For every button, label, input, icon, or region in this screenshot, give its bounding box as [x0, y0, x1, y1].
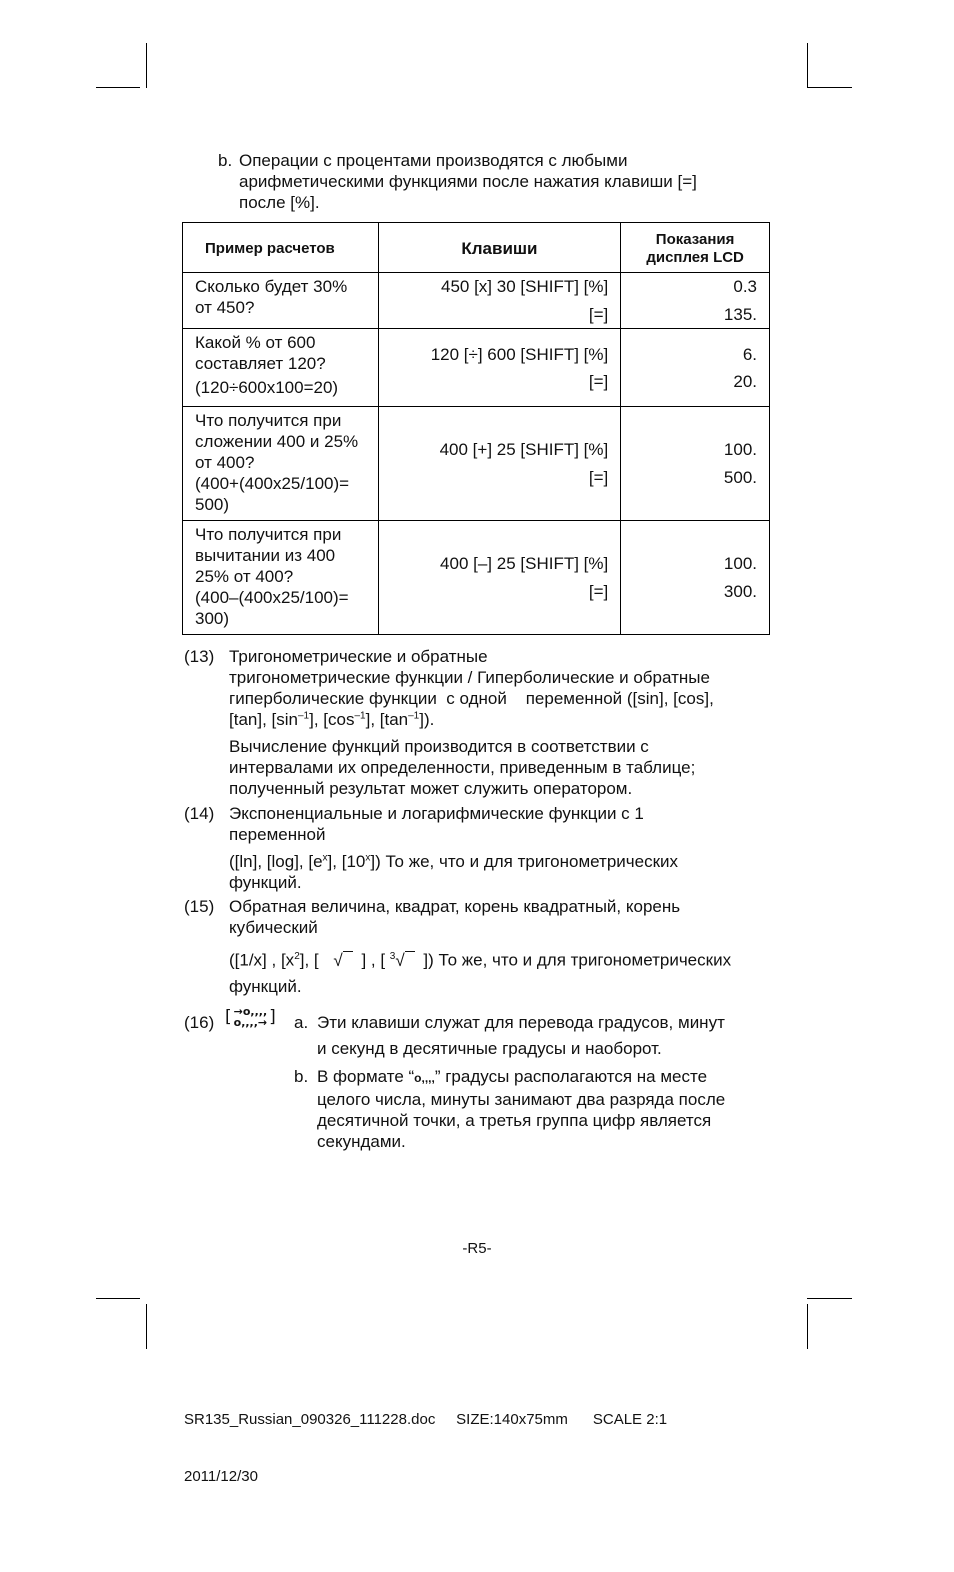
- lcd-value: 100.: [723, 554, 757, 573]
- text-line: полученный результат может служить оператором.: [229, 779, 633, 798]
- dms-symbol: o,,,,: [414, 1071, 435, 1085]
- question-line: Какой % от 600: [195, 333, 316, 352]
- dms-key-icon: [224, 1006, 277, 1028]
- page-number: -R5-: [462, 1240, 492, 1257]
- text-fragment: ] , [: [356, 950, 390, 970]
- text-fragment: ], [10: [327, 852, 366, 871]
- section-13: [184, 646, 774, 799]
- percent-calc-table: [182, 222, 770, 635]
- lcd-value: 20.: [733, 372, 757, 391]
- keys-line: 450 [x] 30 [SHIFT] [%]: [441, 277, 609, 296]
- question-line: Сколько будет 30%: [195, 277, 348, 296]
- superscript: –1: [354, 710, 366, 722]
- header-keys: Клавиши: [378, 223, 621, 273]
- section-number: (15): [184, 897, 215, 916]
- footer-line: 2011/12/30: [184, 1468, 258, 1485]
- text-line: секундами.: [317, 1132, 406, 1151]
- intro-paragraph: [218, 150, 778, 213]
- lcd-value: 500.: [723, 468, 757, 487]
- section-14: [184, 803, 774, 893]
- lcd-value: 135.: [723, 305, 757, 324]
- question-line: 500): [195, 495, 230, 514]
- lcd-value: 6.: [742, 345, 757, 364]
- cube-root-icon: √: [393, 950, 418, 971]
- text-fragment: ], [: [299, 950, 324, 970]
- text-line: функций.: [229, 976, 302, 996]
- superscript: –1: [408, 710, 420, 722]
- text-line: [229, 709, 774, 730]
- intro-line: арифметическими функциями после нажатия клавиши [=]: [239, 172, 697, 191]
- question-line: 300): [195, 609, 230, 628]
- lcd-value: 300.: [723, 582, 757, 601]
- question-line: от 400?: [195, 453, 255, 472]
- text-fragment: В формате “: [317, 1067, 415, 1086]
- crop-mark-top-left-v: [146, 43, 147, 88]
- header-lcd-line: дисплея LCD: [646, 248, 744, 266]
- table-header-row: [183, 223, 770, 273]
- header-example: Пример расчетов: [183, 223, 379, 273]
- question-line: от 450?: [195, 298, 255, 317]
- table-row: [183, 407, 770, 521]
- question-cell: [183, 521, 379, 635]
- keys-cell: [378, 521, 621, 635]
- dms-key-bottom: o,,,,→: [233, 1016, 268, 1029]
- keys-line: 120 [÷] 600 [SHIFT] [%]: [430, 345, 609, 364]
- item-label: b.: [294, 1067, 309, 1086]
- section-15-paragraph-1: [229, 896, 774, 938]
- keys-line: [=]: [588, 582, 609, 601]
- text-line: Эти клавиши служат для перевода градусов, минут: [317, 1013, 725, 1032]
- table-row: [183, 329, 770, 407]
- keys-line: [=]: [588, 372, 609, 391]
- question-line: составляет 120?: [195, 354, 326, 373]
- crop-mark-top-left-h: [96, 87, 140, 88]
- section-15: [184, 896, 774, 997]
- footer-line: SR135_Russian_090326_111228.doc SIZE:140x75mm SCALE 2:1: [184, 1411, 668, 1428]
- text-line: тригонометрические функции / Гиперболические и обратные: [229, 668, 710, 687]
- crop-mark-bottom-right-v: [807, 1304, 808, 1349]
- text-line: [317, 1066, 774, 1089]
- lcd-value: 100.: [723, 440, 757, 459]
- text-line: и секунд в десятичные градусы и наоборот.: [317, 1039, 662, 1058]
- question-line: Что получится при: [195, 411, 342, 430]
- question-line: (400–(400x25/100)=: [195, 588, 349, 607]
- dms-key-layout: [224, 1006, 277, 1028]
- section-number: (16): [184, 1013, 215, 1032]
- text-line: Тригонометрические и обратные: [229, 647, 488, 666]
- section-13-paragraph-1: [229, 646, 774, 730]
- text-line: Обратная величина, квадрат, корень квадратный, корень: [229, 897, 681, 916]
- text-line: целого числа, минуты занимают два разряда после: [317, 1090, 726, 1109]
- section-13-paragraph-2: [229, 736, 774, 799]
- crop-mark-bottom-right-h: [807, 1298, 852, 1299]
- superscript: –1: [297, 710, 310, 722]
- text-fragment: ], [tan: [365, 710, 409, 729]
- lcd-cell: [621, 521, 770, 635]
- text-line: [229, 946, 774, 971]
- header-lcd: [621, 223, 770, 273]
- text-fragment: ([1/x] , [x: [229, 950, 295, 970]
- text-line: [229, 851, 774, 872]
- item-label: a.: [294, 1013, 309, 1032]
- keys-cell: [378, 407, 621, 521]
- lcd-cell: [621, 407, 770, 521]
- section-15-paragraph-2: [229, 946, 774, 997]
- superscript: x: [322, 852, 328, 864]
- text-line: интервалами их определенности, приведенным в таблице;: [229, 758, 696, 777]
- crop-mark-top-right-h: [807, 87, 852, 88]
- section-14-paragraph-2: [229, 851, 774, 893]
- lcd-cell: [621, 329, 770, 407]
- text-fragment: ([ln], [log], [e: [229, 852, 323, 871]
- text-line: Экспоненциальные и логарифмические функции с 1: [229, 804, 644, 823]
- lcd-value: 0.3: [733, 277, 757, 296]
- cube-root-index: 3: [389, 951, 396, 962]
- section-number: (14): [184, 804, 215, 823]
- question-line: вычитании из 400: [195, 546, 336, 565]
- keys-line: [=]: [588, 468, 609, 487]
- dms-key-top: →o,,,,: [233, 1005, 268, 1018]
- superscript: x: [365, 852, 371, 864]
- section-14-paragraph-1: [229, 803, 774, 845]
- section-16-item-a: [294, 1012, 774, 1059]
- question-cell: [183, 407, 379, 521]
- question-line: сложении 400 и 25%: [195, 432, 359, 451]
- question-line: 25% от 400?: [195, 567, 294, 586]
- superscript: 2: [294, 951, 300, 962]
- keys-cell: [378, 273, 621, 329]
- keys-cell: [378, 329, 621, 407]
- lcd-cell: [621, 273, 770, 329]
- table-row: [183, 273, 770, 329]
- bracket: ]: [269, 1006, 276, 1027]
- intro-line: после [%].: [239, 193, 320, 212]
- question-line: Что получится при: [195, 525, 342, 544]
- keys-line: [=]: [588, 305, 609, 324]
- keys-line: 400 [–] 25 [SHIFT] [%]: [440, 554, 609, 573]
- intro-label: b.: [218, 151, 233, 170]
- crop-mark-bottom-left-h: [96, 1298, 140, 1299]
- header-lcd-line: Показания: [655, 230, 735, 248]
- document-footer: [184, 1372, 667, 1505]
- square-root-icon: √: [323, 950, 356, 971]
- table-row: [183, 521, 770, 635]
- text-fragment: ]).: [419, 710, 435, 729]
- question-line: (400+(400x25/100)=: [195, 474, 350, 493]
- text-line: гиперболические функции с одной переменной ([sin], [cos],: [229, 689, 714, 708]
- text-fragment: ]) То же, что и для тригонометрических: [370, 852, 679, 871]
- keys-line: 400 [+] 25 [SHIFT] [%]: [439, 440, 609, 459]
- bracket: [: [225, 1006, 232, 1027]
- section-number: (13): [184, 647, 215, 666]
- crop-mark-bottom-left-v: [146, 1304, 147, 1349]
- text-fragment: ], [cos: [309, 710, 355, 729]
- text-fragment: ]) То же, что и для тригонометрических: [418, 950, 732, 970]
- text-line: кубический: [229, 918, 318, 937]
- crop-mark-top-right-v: [807, 43, 808, 88]
- text-line: функций.: [229, 873, 302, 892]
- text-fragment: ” градусы располагаются на месте: [434, 1067, 708, 1086]
- intro-line: Операции с процентами производятся с любыми: [239, 151, 628, 170]
- question-line: (120÷600x100=20): [195, 378, 339, 397]
- section-16-item-b: [294, 1066, 774, 1152]
- question-cell: [183, 329, 379, 407]
- question-cell: [183, 273, 379, 329]
- text-line: десятичной точки, а третья группа цифр является: [317, 1111, 712, 1130]
- text-line: Вычисление функций производится в соответствии с: [229, 737, 649, 756]
- text-line: переменной: [229, 825, 326, 844]
- text-fragment: [tan], [sin: [229, 710, 298, 729]
